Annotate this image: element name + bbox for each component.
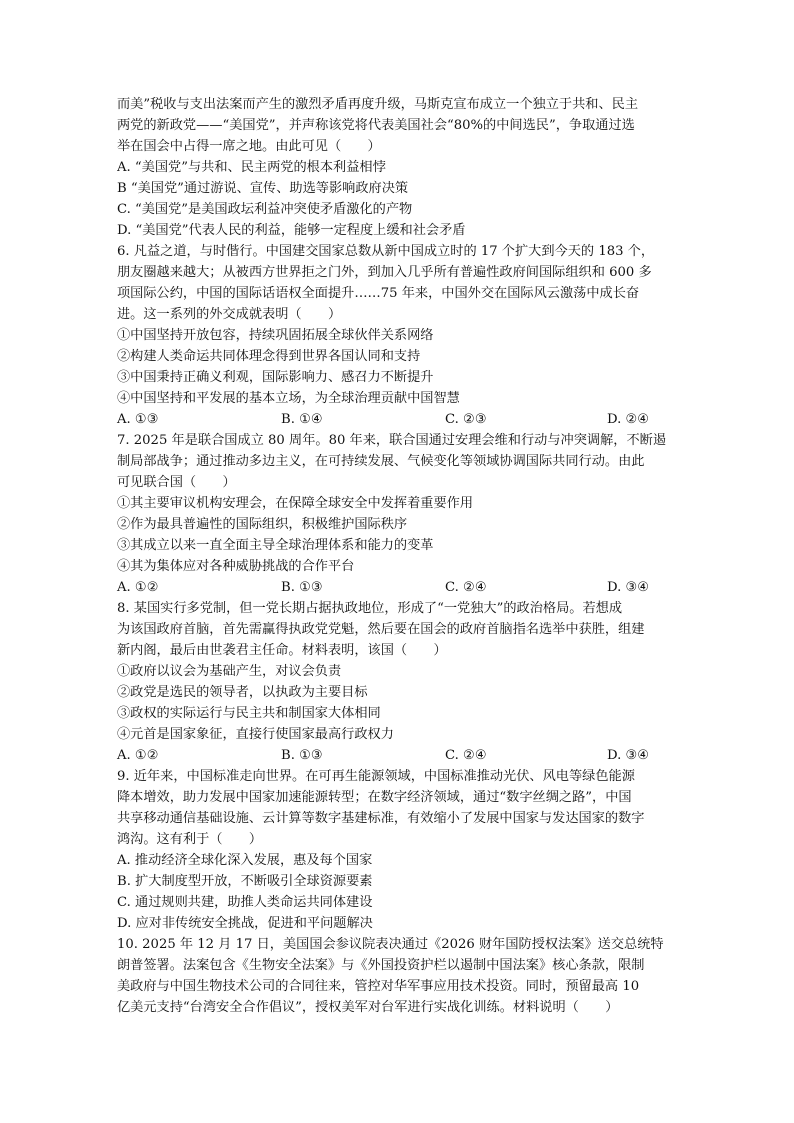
question-stem-line: 举在国会中占得一席之地。由此可见（ ） (117, 139, 381, 154)
question-stem-line: 而美”税收与支出法案而产生的激烈矛盾再度升级，马斯克宣布成立一个独立于共和、民主 (117, 97, 639, 112)
option-d[interactable]: D. “美国党”代表人民的利益，能够一定程度上缓和社会矛盾 (117, 223, 466, 238)
option-c[interactable]: C. ②③ (445, 412, 487, 427)
option-b[interactable]: B. ①③ (281, 580, 323, 595)
option-d[interactable]: D. ③④ (607, 580, 650, 595)
statement-4: ④中国坚持和平发展的基本立场，为全球治理贡献中国智慧 (117, 391, 460, 406)
question-stem-line: 朗普签署。法案包含《生物安全法案》与《外国投资护栏以遏制中国法案》核心条款，限制 (117, 958, 645, 973)
question-6 (117, 241, 677, 430)
question-stem-line: 鸿沟。这有利于（ ） (117, 832, 263, 847)
option-d[interactable]: D. ②④ (607, 412, 650, 427)
option-a[interactable]: A. ①② (117, 748, 159, 763)
statement-3: ③其成立以来一直全面主导全球治理体系和能力的变革 (117, 538, 434, 553)
options-row (117, 409, 677, 430)
statement-3: ③中国秉持正确义利观，国际影响力、感召力不断提升 (117, 370, 434, 385)
option-c[interactable]: C. “美国党”是美国政坛利益冲突使矛盾激化的产物 (117, 202, 413, 217)
question-stem-line: 进。这一系列的外交成就表明（ ） (117, 307, 342, 322)
question-stem-line: 美政府与中国生物技术公司的合同往来，管控对华军事应用技术投资。同时，预留最高 10 (117, 979, 640, 994)
question-5 (117, 94, 677, 241)
question-9 (117, 766, 677, 934)
question-stem-line: 9. 近年来，中国标准走向世界。在可再生能源领域，中国标准推动光伏、风电等绿色能源 (117, 769, 635, 784)
question-stem-line: 项国际公约，中国的国际话语权全面提升……75 年来，中国外交在国际风云激荡中成长奋 (117, 286, 640, 301)
option-c[interactable]: C. ②④ (445, 580, 487, 595)
question-stem-line: 制局部战争；通过推动多边主义，在可持续发展、气候变化等领域协调国际共同行动。由此 (117, 454, 645, 469)
question-8 (117, 598, 677, 766)
statement-4: ④元首是国家象征，直接行使国家最高行政权力 (117, 727, 394, 742)
option-a[interactable]: A. “美国党”与共和、民主两党的根本利益相悖 (117, 160, 386, 175)
option-b[interactable]: B. ①③ (281, 748, 323, 763)
option-b[interactable]: B “美国党”通过游说、宣传、助选等影响政府决策 (117, 181, 409, 196)
option-a[interactable]: A. 推动经济全球化深入发展，惠及每个国家 (117, 853, 373, 868)
question-7 (117, 430, 677, 598)
question-stem-line: 降本增效，助力发展中国家加速能源转型；在数字经济领域，通过“数字丝绸之路”，中国 (117, 790, 632, 805)
statement-1: ①政府以议会为基础产生，对议会负责 (117, 664, 342, 679)
question-stem-line: 6. 凡益之道，与时偕行。中国建交国家总数从新中国成立时的 17 个扩大到今天的 183 个， (117, 244, 655, 259)
option-a[interactable]: A. ①② (117, 580, 159, 595)
option-b[interactable]: B. ①④ (281, 412, 323, 427)
statement-4: ④其为集体应对各种威胁挑战的合作平台 (117, 559, 355, 574)
question-stem-line: 10. 2025 年 12 月 17 日，美国国会参议院表决通过《2026 财年国防授权法案》送交总统特 (117, 937, 664, 952)
question-stem-line: 新内阁，最后由世袭君主任命。材料表明，该国（ ） (117, 643, 447, 658)
statement-2: ②作为最具普遍性的国际组织，积极维护国际秩序 (117, 517, 408, 532)
option-c[interactable]: C. ②④ (445, 748, 487, 763)
statement-3: ③政权的实际运行与民主共和制国家大体相同 (117, 706, 381, 721)
statement-1: ①中国坚持开放包容，持续巩固拓展全球伙伴关系网络 (117, 328, 434, 343)
option-d[interactable]: D. ③④ (607, 748, 650, 763)
question-stem-line: 7. 2025 年是联合国成立 80 周年。80 年来，联合国通过安理会维和行动与冲突调解，不断遏 (117, 433, 667, 448)
statement-1: ①其主要审议机构安理会，在保障全球安全中发挥着重要作用 (117, 496, 474, 511)
question-stem-line: 可见联合国（ ） (117, 475, 236, 490)
question-stem-line: 共享移动通信基础设施、云计算等数字基建标准，有效缩小了发展中国家与发达国家的数字 (117, 811, 645, 826)
question-stem-line: 亿美元支持“台湾安全合作倡议”，授权美军对台军进行实战化训练。材料说明（ ） (117, 1000, 619, 1015)
option-b[interactable]: B. 扩大制度型开放，不断吸引全球资源要素 (117, 874, 373, 889)
statement-2: ②构建人类命运共同体理念得到世界各国认同和支持 (117, 349, 421, 364)
question-stem-line: 两党的新政党——“美国党”，并声称该党将代表美国社会“80%的中间选民”，争取通过选 (117, 118, 635, 133)
question-stem-line: 朋友圈越来越大；从被西方世界拒之门外，到加入几乎所有普遍性政府间国际组织和 600 多 (117, 265, 652, 280)
options-row (117, 577, 677, 598)
question-10 (117, 934, 677, 1018)
question-stem-line: 为该国政府首脑，首先需赢得执政党党魁，然后要在国会的政府首脑指名选举中获胜，组建 (117, 622, 645, 637)
option-c[interactable]: C. 通过规则共建，助推人类命运共同体建设 (117, 895, 373, 910)
option-a[interactable]: A. ①③ (117, 412, 159, 427)
question-stem-line: 8. 某国实行多党制，但一党长期占据执政地位，形成了“一党独大”的政治格局。若想成 (117, 601, 623, 616)
options-row (117, 745, 677, 766)
exam-page (117, 94, 677, 1018)
option-d[interactable]: D. 应对非传统安全挑战，促进和平问题解决 (117, 916, 373, 931)
statement-2: ②政党是选民的领导者，以执政为主要目标 (117, 685, 368, 700)
